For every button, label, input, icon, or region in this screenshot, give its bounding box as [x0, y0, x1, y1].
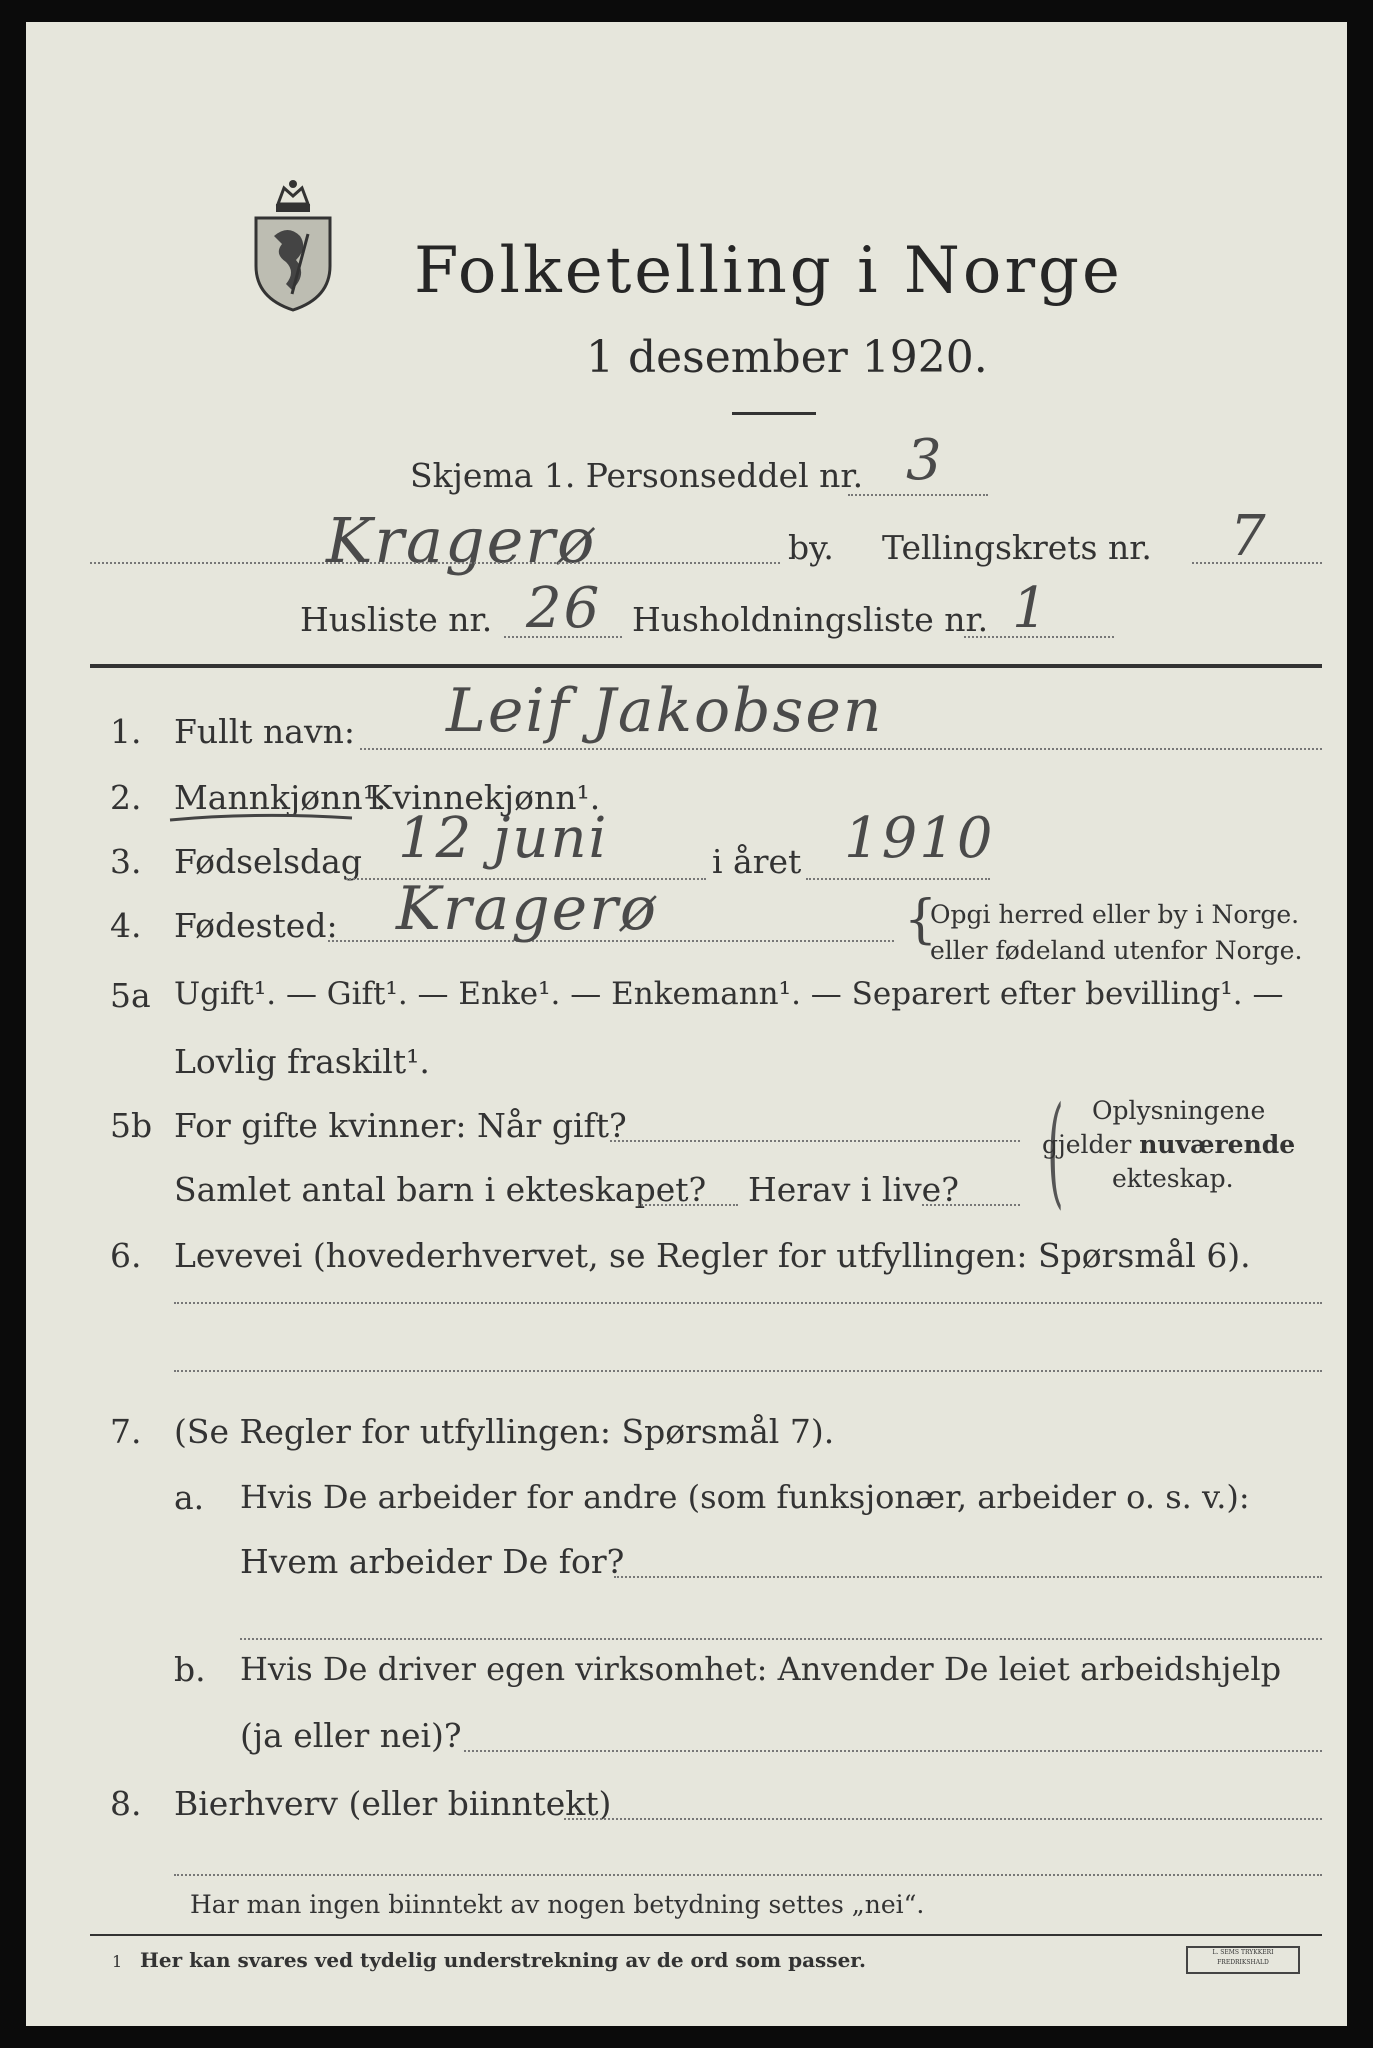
- census-date: 1 desember 1920.: [586, 332, 988, 383]
- q8-line1: [564, 1818, 1322, 1820]
- q5b-married-line: [610, 1140, 1020, 1142]
- q6-label: Levevei (hovederhvervet, se Regler for utfyllingen: Spørsmål 6).: [174, 1236, 1251, 1275]
- q8-label: Bierhverv (eller biinntekt): [174, 1784, 612, 1823]
- q2-female: Kvinnekjønn¹.: [368, 778, 601, 817]
- q5b-note-line2a: gjelder: [1042, 1130, 1140, 1159]
- q7b-line1: Hvis De driver egen virksomhet: Anvender De leiet arbeidshjelp: [240, 1650, 1282, 1688]
- q4-note-line2: eller fødeland utenfor Norge.: [930, 936, 1303, 965]
- footer-separator: [90, 1934, 1322, 1936]
- footnote-text: Her kan svares ved tydelig understrekning av de ord som passer.: [140, 1948, 866, 1972]
- q4-label: Fødested:: [174, 906, 338, 945]
- q5b-note-line1: Oplysningene: [1092, 1096, 1266, 1125]
- q8-number: 8.: [110, 1784, 142, 1823]
- full-name-value: Leif Jakobsen: [446, 676, 884, 746]
- q5b-line1: For gifte kvinner: Når gift?: [174, 1106, 627, 1145]
- header-separator: [90, 664, 1322, 668]
- q1-number: 1.: [110, 712, 142, 751]
- printer-stamp: L. SEMS TRYKKERI FREDRIKSHALD: [1186, 1946, 1300, 1974]
- husholdning-number: 1: [1012, 576, 1050, 641]
- form-title: Folketelling i Norge: [414, 234, 1123, 308]
- q5b-note-line2: [1042, 1130, 1295, 1159]
- q6-line1: [174, 1302, 1322, 1304]
- q7a-employer-line2: [240, 1638, 1322, 1640]
- census-form-page: [26, 22, 1347, 2026]
- birth-year-value: 1910: [844, 806, 995, 871]
- skjema-label: Skjema 1. Personseddel nr.: [410, 456, 864, 495]
- skjema-line: [848, 494, 988, 496]
- husliste-label: Husliste nr.: [300, 600, 493, 639]
- q1-label: Fullt navn:: [174, 712, 355, 751]
- q7a-employer-line1: [614, 1576, 1322, 1578]
- q5a-line2: Lovlig fraskilt¹.: [174, 1042, 430, 1081]
- norway-coat-of-arms-icon: [248, 174, 338, 314]
- q3-year-line: [806, 878, 990, 880]
- tellingskrets-number: 7: [1230, 504, 1268, 569]
- q1-line: [360, 748, 1322, 750]
- q7-number: 7.: [110, 1412, 142, 1451]
- title-divider: [732, 412, 816, 415]
- q8-line2: [174, 1874, 1322, 1876]
- q3-label: Fødselsdag: [174, 842, 362, 881]
- q2-number: 2.: [110, 778, 142, 817]
- q2-male: Mannkjønn¹.: [174, 778, 387, 817]
- q5b-children-line: [638, 1204, 738, 1206]
- footnote-mark: 1: [112, 1952, 123, 1971]
- q5b-number: 5b: [110, 1106, 153, 1145]
- husholdning-label: Husholdningsliste nr.: [632, 600, 989, 639]
- q7a-line1: Hvis De arbeider for andre (som funksjonær, arbeider o. s. v.):: [240, 1478, 1250, 1516]
- q5b-alive-label: Herav i live?: [748, 1170, 959, 1209]
- q3-year-label: i året: [712, 842, 802, 881]
- q7b-line: [464, 1750, 1322, 1752]
- q7a-letter: a.: [174, 1478, 205, 1517]
- q5b-children-label: Samlet antal barn i ekteskapet?: [174, 1170, 707, 1209]
- q7b-line2: (ja eller nei)?: [240, 1716, 462, 1755]
- city-label: by.: [788, 528, 834, 567]
- q5b-bracket: (: [1047, 1082, 1064, 1221]
- personseddel-number: 3: [906, 428, 944, 493]
- city-line: [90, 562, 780, 564]
- birth-date-value: 12 juni: [398, 806, 609, 871]
- q4-note-line1: Opgi herred eller by i Norge.: [930, 900, 1300, 929]
- q5a-number: 5a: [110, 976, 151, 1015]
- q6-line2: [174, 1370, 1322, 1372]
- q4-brace: {: [904, 890, 938, 950]
- q7a-line2: Hvem arbeider De for?: [240, 1542, 625, 1581]
- male-underline-mark: [166, 810, 356, 826]
- city-name: Kragerø: [326, 504, 597, 577]
- q5b-note-line3: ekteskap.: [1112, 1164, 1234, 1193]
- q5b-alive-line: [922, 1204, 1020, 1206]
- q5a-line1: Ugift¹. — Gift¹. — Enke¹. — Enkemann¹. — Separert efter bevilling¹. —: [174, 976, 1284, 1012]
- no-income-note: Har man ingen biinntekt av nogen betydning settes „nei“.: [190, 1890, 925, 1919]
- tellingskrets-label: Tellingskrets nr.: [882, 528, 1152, 567]
- q4-number: 4.: [110, 906, 142, 945]
- q7b-letter: b.: [174, 1650, 206, 1689]
- birthplace-value: Kragerø: [396, 874, 658, 944]
- q6-number: 6.: [110, 1236, 142, 1275]
- q5b-note-line2b: nuværende: [1139, 1130, 1296, 1159]
- q7-label: (Se Regler for utfyllingen: Spørsmål 7).: [174, 1412, 835, 1451]
- husliste-number: 26: [526, 576, 602, 641]
- q3-number: 3.: [110, 842, 142, 881]
